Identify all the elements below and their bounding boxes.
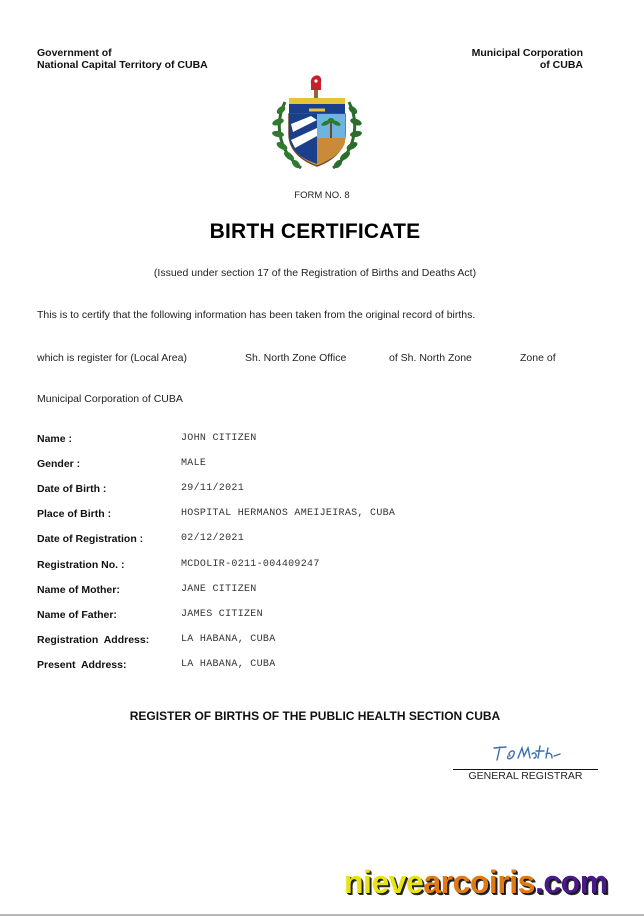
bottom-divider — [0, 914, 644, 916]
form-number: FORM NO. 8 — [294, 190, 350, 201]
field-label: Date of Birth : — [37, 483, 107, 495]
field-row-registration-no — [37, 559, 537, 573]
field-value: 29/11/2021 — [181, 483, 245, 494]
page-title: BIRTH CERTIFICATE — [209, 220, 421, 243]
field-label: Place of Birth : — [37, 508, 112, 520]
certify-statement: This is to certify that the following information has been taken from the original record of births. — [37, 309, 476, 321]
signature-icon — [490, 742, 565, 764]
field-label: Date of Registration : — [37, 533, 144, 545]
field-label: Present Address: — [37, 659, 127, 671]
municipal-corporation — [472, 47, 583, 71]
field-value: HOSPITAL HERMANOS AMEIJEIRAS, CUBA — [181, 508, 396, 519]
field-label: Name of Father: — [37, 609, 117, 621]
register-heading: REGISTER OF BIRTHS OF THE PUBLIC HEALTH SECTION CUBA — [129, 709, 501, 723]
field-row-registration-address — [37, 634, 537, 648]
issuing-government — [37, 47, 208, 71]
field-row-father — [37, 609, 537, 623]
field-label: Name of Mother: — [37, 584, 120, 596]
municipal-line-2: of CUBA — [539, 59, 583, 71]
field-label: Registration Address: — [37, 634, 150, 646]
field-value: 02/12/2021 — [181, 533, 245, 544]
general-registrar-title: GENERAL REGISTRAR — [468, 770, 583, 782]
register-zone: of Sh. North Zone — [389, 352, 472, 364]
field-value: JAMES CITIZEN — [181, 609, 263, 620]
cuban-coat-of-arms-icon — [271, 72, 363, 174]
watermark-part-3: .com — [534, 864, 608, 900]
field-value: MALE — [181, 458, 207, 469]
watermark-logo — [344, 864, 608, 900]
field-label: Name : — [37, 433, 73, 445]
municipal-line-1: Municipal Corporation — [471, 47, 583, 59]
field-value: LA HABANA, CUBA — [181, 634, 276, 645]
field-row-gender — [37, 458, 537, 472]
field-row-present-address — [37, 659, 537, 673]
field-value: LA HABANA, CUBA — [181, 659, 276, 670]
field-label: Registration No. : — [37, 559, 125, 571]
watermark-part-2: arcoiris — [423, 864, 535, 900]
government-line-1: Government of — [37, 47, 112, 59]
government-line-2: National Capital Territory of CUBA — [37, 59, 208, 71]
field-value: MCDOLIR-0211-004409247 — [181, 559, 320, 570]
field-value: JANE CITIZEN — [181, 584, 257, 595]
register-local-area-label: which is register for (Local Area) — [37, 352, 187, 364]
issued-under-note: (Issued under section 17 of the Registration of Births and Deaths Act) — [153, 267, 477, 279]
field-label: Gender : — [37, 458, 81, 470]
field-row-place-of-birth — [37, 508, 537, 522]
register-zone-office: Sh. North Zone Office — [245, 352, 347, 364]
field-row-name — [37, 433, 537, 447]
field-row-date-of-registration — [37, 533, 537, 547]
watermark-part-1: nieve — [344, 864, 424, 900]
register-zone-of: Zone of — [520, 352, 556, 364]
field-row-mother — [37, 584, 537, 598]
field-row-date-of-birth — [37, 483, 537, 497]
field-value: JOHN CITIZEN — [181, 433, 257, 444]
municipal-corporation-line: Municipal Corporation of CUBA — [37, 393, 183, 405]
